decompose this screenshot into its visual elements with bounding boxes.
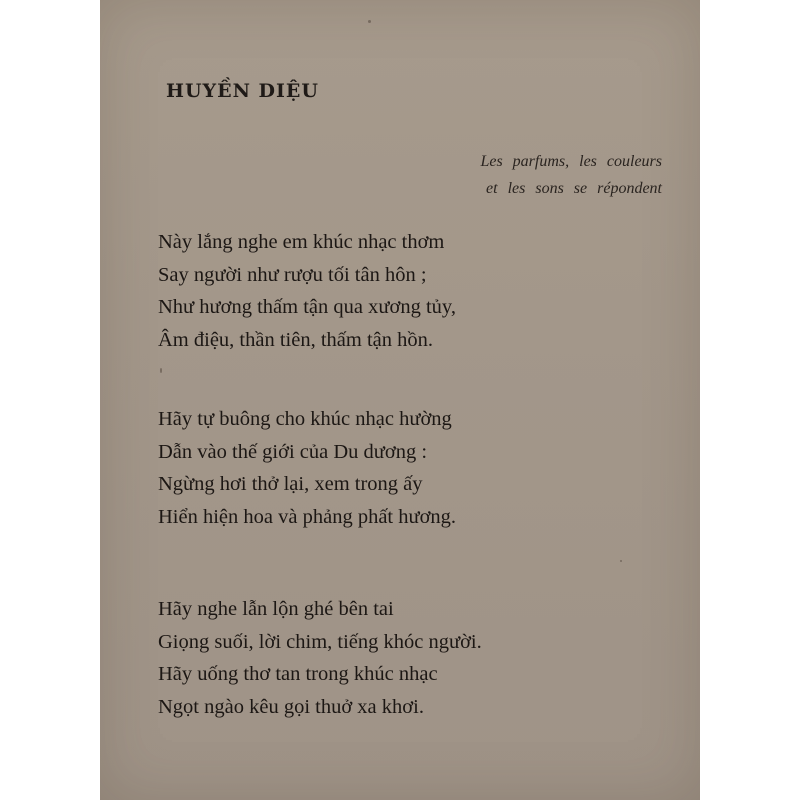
verse-line: Hãy uống thơ tan trong khúc nhạc bbox=[158, 663, 438, 685]
verse-line: Dẫn vào thế giới của Du dương : bbox=[158, 440, 428, 463]
paper-speck bbox=[368, 20, 371, 23]
verse-line: Say người như rượu tối tân hôn ; bbox=[158, 263, 427, 286]
book-page bbox=[100, 0, 700, 800]
epigraph-line: et les sons se répondent bbox=[486, 180, 662, 197]
stanza-2 bbox=[158, 403, 456, 533]
stanza-1 bbox=[158, 226, 456, 356]
verse-line: Ngừng hơi thở lại, xem trong ấy bbox=[158, 473, 423, 495]
stanza-3 bbox=[158, 593, 482, 723]
verse-line: Ngọt ngào kêu gọi thuở xa khơi. bbox=[158, 695, 424, 718]
epigraph-line: Les parfums, les couleurs bbox=[480, 153, 662, 170]
verse-line: Âm điệu, thần tiên, thấm tận hồn. bbox=[158, 328, 433, 351]
poem-title: HUYỀN DIỆU bbox=[166, 80, 319, 102]
paper-speck bbox=[160, 368, 162, 373]
verse-line: Hiển hiện hoa và phảng phất hương. bbox=[158, 505, 457, 528]
paper-speck bbox=[620, 560, 622, 562]
verse-line: Giọng suối, lời chim, tiếng khóc người. bbox=[158, 630, 482, 653]
epigraph bbox=[480, 148, 662, 202]
verse-line: Như hương thấm tận qua xương tủy, bbox=[158, 296, 456, 318]
verse-line: Hãy tự buông cho khúc nhạc hường bbox=[158, 408, 452, 430]
verse-line: Hãy nghe lẫn lộn ghé bên tai bbox=[158, 598, 394, 620]
verse-line: Này lắng nghe em khúc nhạc thơm bbox=[158, 231, 445, 253]
